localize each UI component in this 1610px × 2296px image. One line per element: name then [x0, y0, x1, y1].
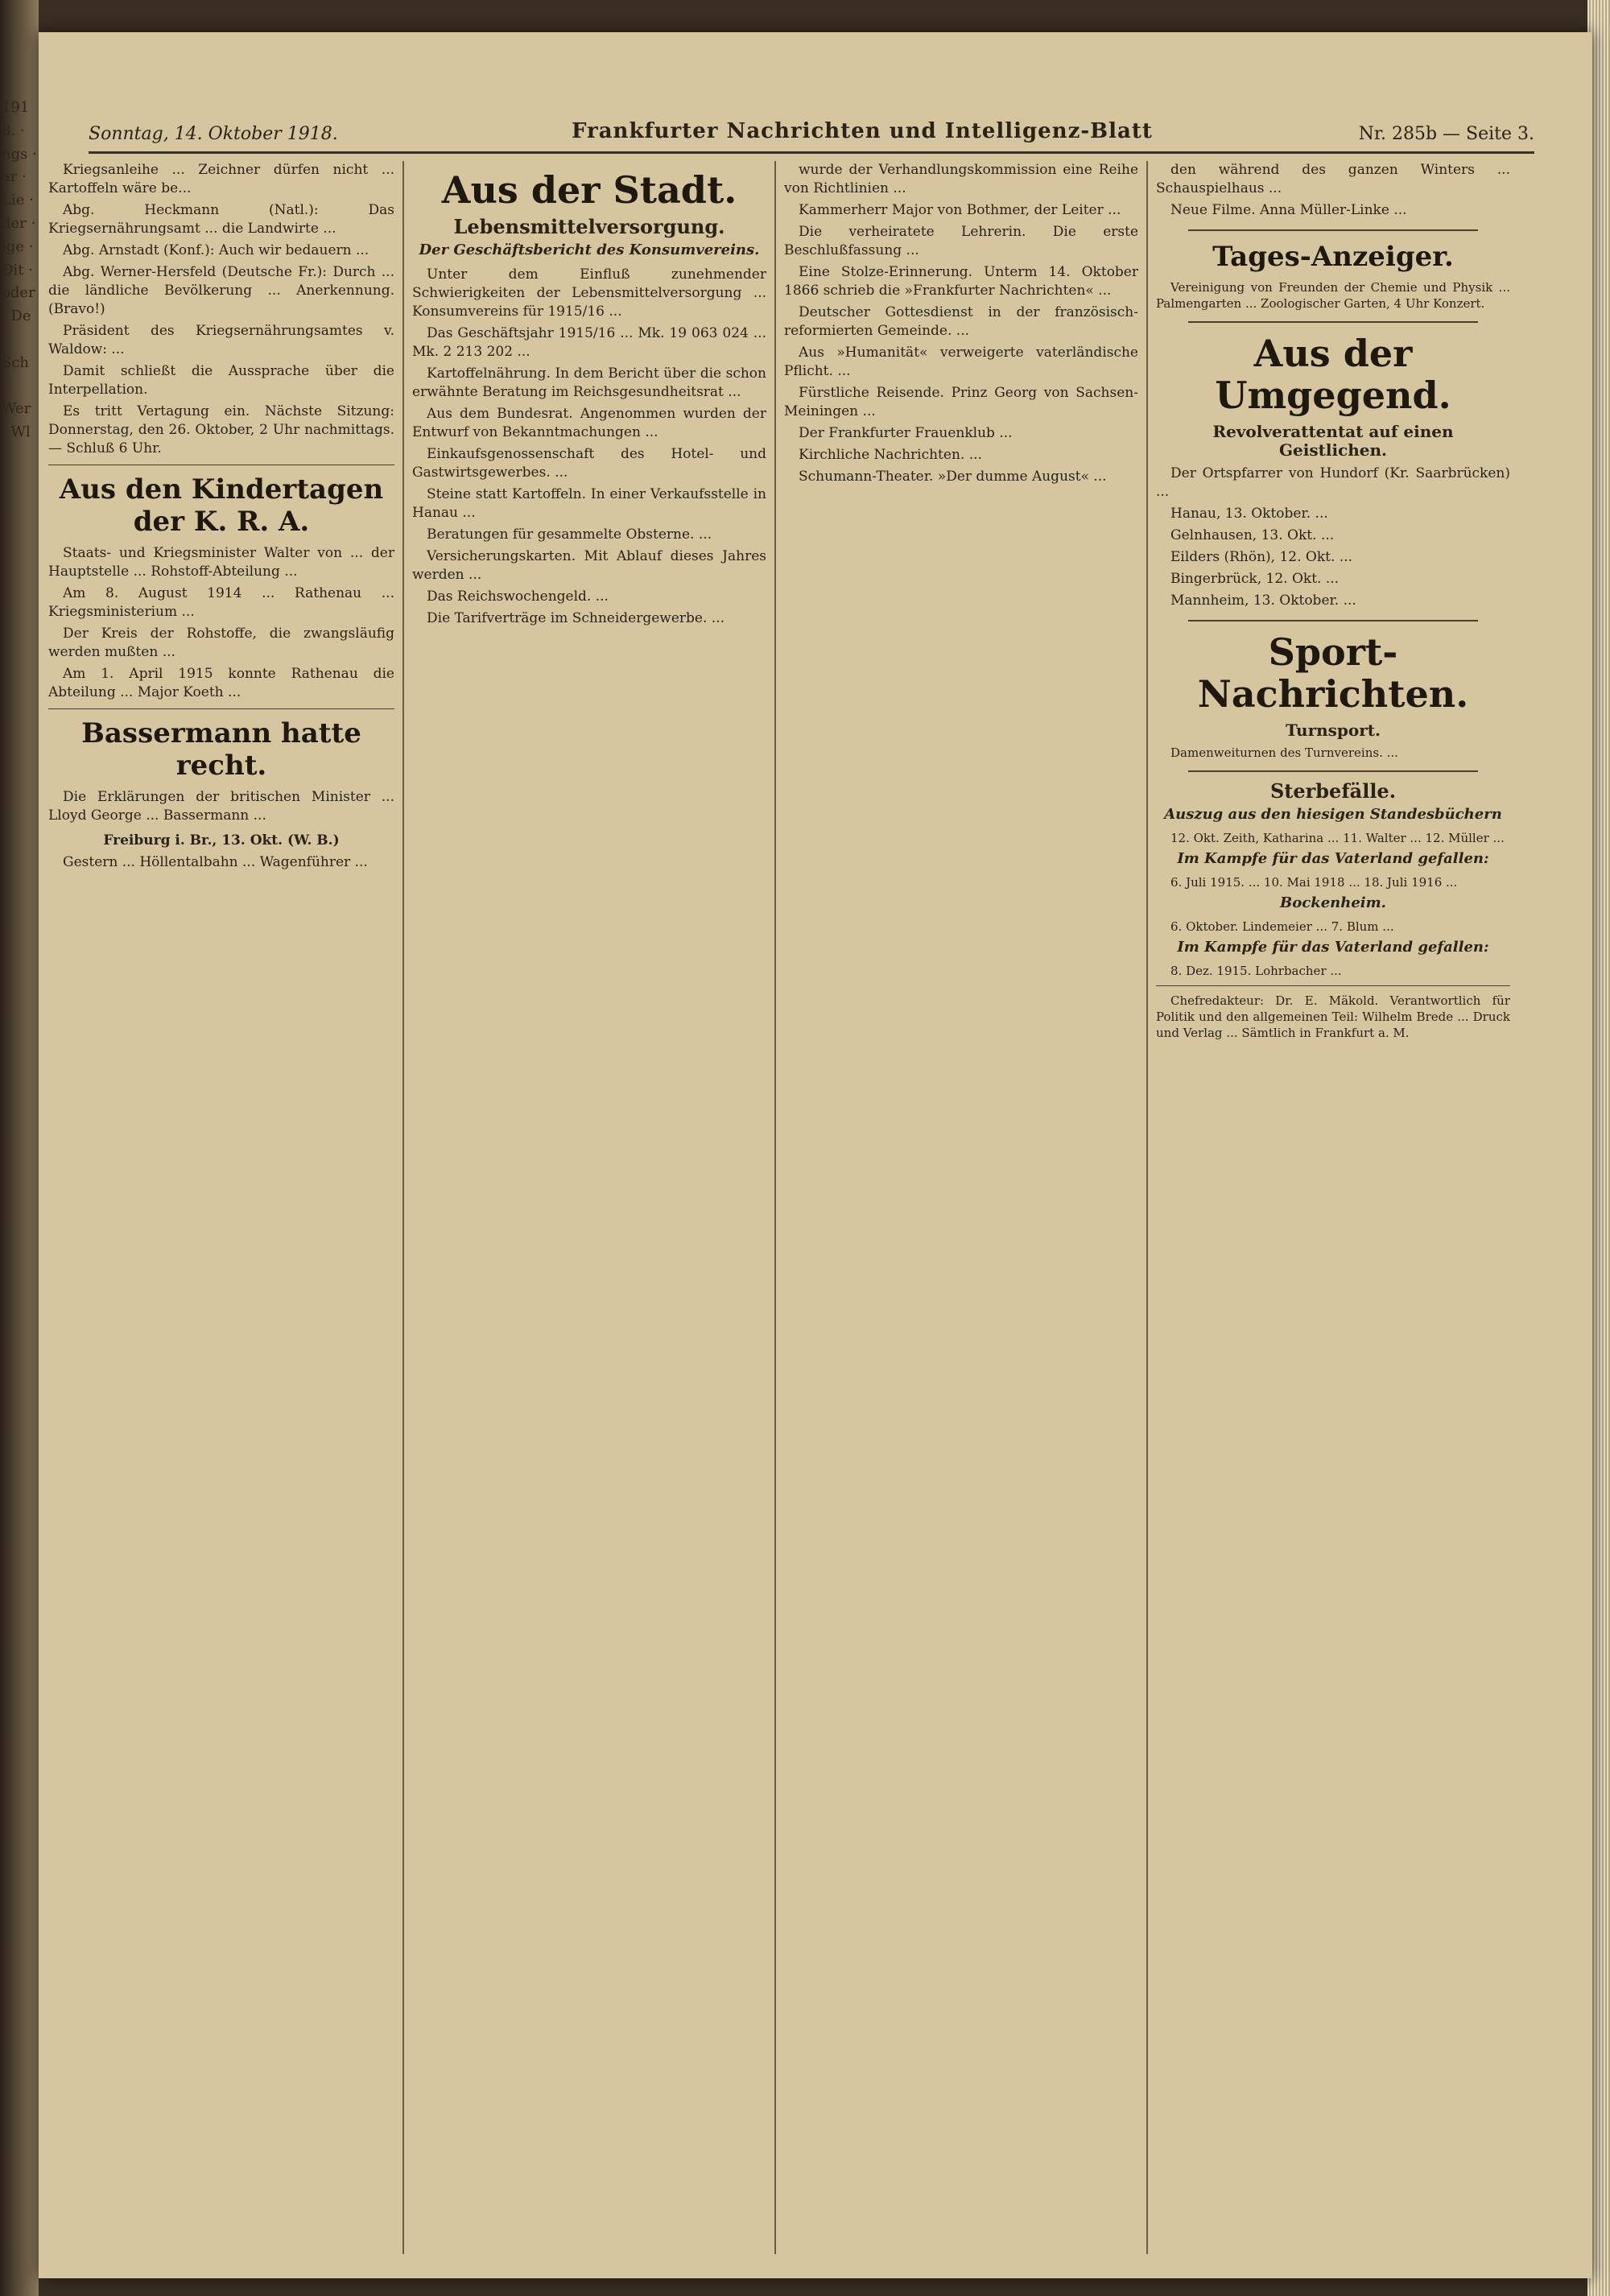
paragraph: Kirchliche Nachrichten. ...: [799, 447, 982, 463]
paragraph: Aus »Humanität« verweigerte vaterländische Pflicht. ...: [784, 345, 1138, 379]
paragraph: Eilders (Rhön), 12. Okt. ...: [1170, 549, 1353, 565]
paragraph: Der Ortspfarrer von Hundorf (Kr. Saarbrücken) ...: [1156, 465, 1510, 500]
paragraph: 12. Okt. Zeith, Katharina ... 11. Walter ... 12. Müller ...: [1170, 831, 1505, 845]
paragraph: 8. Dez. 1915. Lohrbacher ...: [1170, 964, 1342, 978]
paragraph: Abg. Heckmann (Natl.): Das Kriegsernährungsamt ... die Landwirte ...: [48, 202, 394, 237]
paragraph: Das Geschäftsjahr 1915/16 ... Mk. 19 063 024 ... Mk. 2 213 202 ...: [412, 325, 766, 360]
paragraph: Der Kreis der Rohstoffe, die zwangsläufig werden mußten ...: [48, 626, 394, 660]
paragraph: Neue Filme. Anna Müller-Linke ...: [1170, 202, 1407, 218]
heading-aus-der-stadt: Aus der Stadt.: [441, 168, 737, 212]
column-rule: [774, 161, 776, 2254]
heading-revolverattentat: Revolverattentat auf einen Geistlichen.: [1212, 422, 1454, 460]
paragraph: Abg. Werner-Hersfeld (Deutsche Fr.): Durch ... die ländliche Bevölkerung ... Anerkennung. (Bravo!): [48, 264, 394, 317]
paragraph: Versicherungskarten. Mit Ablauf dieses Jahres werden ...: [412, 548, 766, 583]
paragraph: 6. Oktober. Lindemeier ... 7. Blum ...: [1170, 919, 1394, 934]
paragraph: Steine statt Kartoffeln. In einer Verkaufsstelle in Hanau ...: [412, 486, 766, 521]
newspaper-page: [39, 32, 1592, 2278]
paragraph: Das Reichswochengeld. ...: [427, 588, 609, 605]
book-spine: [0, 0, 39, 2296]
divider: [1188, 229, 1478, 231]
heading-sport: Sport-Nachrichten.: [1197, 630, 1469, 716]
paragraph: Kriegsanleihe ... Zeichner dürfen nicht ... Kartoffeln wäre be...: [48, 162, 394, 196]
paragraph: Deutscher Gottesdienst in der französisch-reformierten Gemeinde. ...: [784, 304, 1138, 339]
paragraph: Kartoffelnährung. In dem Bericht über die schon erwähnte Beratung im Reichsgesundheitsrat ...: [412, 365, 766, 400]
paragraph: Die Erklärungen der britischen Minister ... Lloyd George ... Bassermann ...: [48, 789, 394, 824]
paragraph: Abg. Arnstadt (Konf.): Auch wir bedauern ...: [63, 242, 369, 258]
paragraph: 6. Juli 1915. ... 10. Mai 1918 ... 18. Juli 1916 ...: [1170, 875, 1458, 890]
paragraph: Hanau, 13. Oktober. ...: [1170, 506, 1328, 522]
column-rule: [1146, 161, 1148, 2254]
paragraph: Der Frankfurter Frauenklub ...: [799, 425, 1013, 441]
paragraph: Beratungen für gesammelte Obsterne. ...: [427, 527, 712, 543]
divider: [1188, 770, 1478, 772]
heading-standesbuecher: Auszug aus den hiesigen Standesbüchern: [1164, 806, 1502, 823]
column-4: [1156, 161, 1510, 2254]
divider: [1188, 620, 1478, 621]
heading-turnsport: Turnsport.: [1286, 721, 1381, 740]
paragraph: Die Tarifverträge im Schneidergewerbe. ...: [427, 610, 725, 626]
divider: [48, 708, 394, 709]
heading-gefallen-2: Im Kampfe für das Vaterland gefallen:: [1177, 939, 1489, 956]
heading-bassermann: Bassermann hatte recht.: [81, 717, 361, 782]
paragraph: Damenweiturnen des Turnvereins. ...: [1170, 745, 1398, 760]
masthead: [89, 119, 1534, 154]
paragraph: Unter dem Einfluß zunehmender Schwierigkeiten der Lebensmittelversorgung ... Konsumvereins für 1915/16 ...: [412, 266, 766, 320]
heading-sterbefaelle: Sterbefälle.: [1269, 779, 1397, 803]
heading-umgegend: Aus der Umgegend.: [1215, 332, 1451, 417]
dateline: Freiburg i. Br., 13. Okt. (W. B.): [103, 832, 340, 849]
heading-konsumverein: Der Geschäftsbericht des Konsumvereins.: [419, 242, 760, 258]
paragraph: Gelnhausen, 13. Okt. ...: [1170, 527, 1335, 543]
paragraph: Bingerbrück, 12. Okt. ...: [1170, 571, 1340, 587]
heading-kindertage: Aus den Kindertagen der K. R. A.: [59, 473, 384, 538]
paragraph: Es tritt Vertagung ein. Nächste Sitzung: Donnerstag, den 26. Oktober, 2 Uhr nachmittags. — Schluß 6 Uhr.: [48, 403, 394, 456]
masthead-date: Sonntag, 14. Oktober 1918.: [89, 124, 338, 144]
column-rule: [402, 161, 404, 2254]
paragraph: Aus dem Bundesrat. Angenommen wurden der Entwurf von Bekanntmachungen ...: [412, 406, 766, 440]
paragraph: Kammerherr Major von Bothmer, der Leiter ...: [799, 202, 1121, 218]
paragraph: Gestern ... Höllentalbahn ... Wagenführer ...: [63, 854, 368, 870]
paragraph: Am 1. April 1915 konnte Rathenau die Abteilung ... Major Koeth ...: [48, 666, 394, 700]
paragraph: Eine Stolze-Erinnerung. Unterm 14. Oktober 1866 schrieb die »Frankfurter Nachrichten« ...: [784, 264, 1138, 299]
divider: [1156, 985, 1510, 986]
heading-gefallen: Im Kampfe für das Vaterland gefallen:: [1177, 850, 1489, 867]
heading-lebensmittel: Lebensmittelversorgung.: [453, 215, 725, 238]
paragraph: den während des ganzen Winters ... Schauspielhaus ...: [1156, 162, 1510, 196]
paragraph: wurde der Verhandlungskommission eine Reihe von Richtlinien ...: [784, 162, 1138, 196]
paragraph: Staats- und Kriegsminister Walter von ... der Hauptstelle ... Rohstoff-Abteilung ...: [48, 545, 394, 580]
paragraph: Präsident des Kriegsernährungsamtes v. Waldow: ...: [48, 323, 394, 357]
paragraph: Vereinigung von Freunden der Chemie und Physik ... Palmengarten ... Zoologischer Garten, 4 Uhr Konzert.: [1156, 280, 1510, 311]
column-3: [784, 161, 1138, 2254]
column-2: [412, 161, 766, 2254]
masthead-issue: Nr. 285b — Seite 3.: [1358, 124, 1534, 144]
divider: [1188, 321, 1478, 323]
imprint: Chefredakteur: Dr. E. Mäkold. Verantwortlich für Politik und den allgemeinen Teil: Wilhelm Brede ... Druck und Verlag ... Sämtlich in Frankfurt a. M.: [1156, 993, 1510, 1040]
heading-tages-anzeiger: Tages-Anzeiger.: [1212, 241, 1454, 273]
paragraph: Fürstliche Reisende. Prinz Georg von Sachsen-Meiningen ...: [784, 385, 1138, 419]
paragraph: Am 8. August 1914 ... Rathenau ... Kriegsministerium ...: [48, 585, 394, 620]
paragraph: Die verheiratete Lehrerin. Die erste Beschlußfassung ...: [784, 224, 1138, 258]
heading-bockenheim: Bockenheim.: [1280, 894, 1386, 911]
spine-text: 1918. · ngs · ar · Lie · der · ige · Dit · oder · De · Sch · Wer · Wl: [2, 99, 37, 441]
paragraph: Schumann-Theater. »Der dumme August« ...: [799, 469, 1107, 485]
column-1: [48, 161, 394, 2254]
paragraph: Einkaufsgenossenschaft des Hotel- und Gastwirtsgewerbes. ...: [412, 446, 766, 481]
masthead-title: Frankfurter Nachrichten und Intelligenz-Blatt: [572, 119, 1153, 143]
paragraph: Mannheim, 13. Oktober. ...: [1170, 593, 1356, 609]
paragraph: Damit schließt die Aussprache über die Interpellation.: [48, 363, 394, 398]
